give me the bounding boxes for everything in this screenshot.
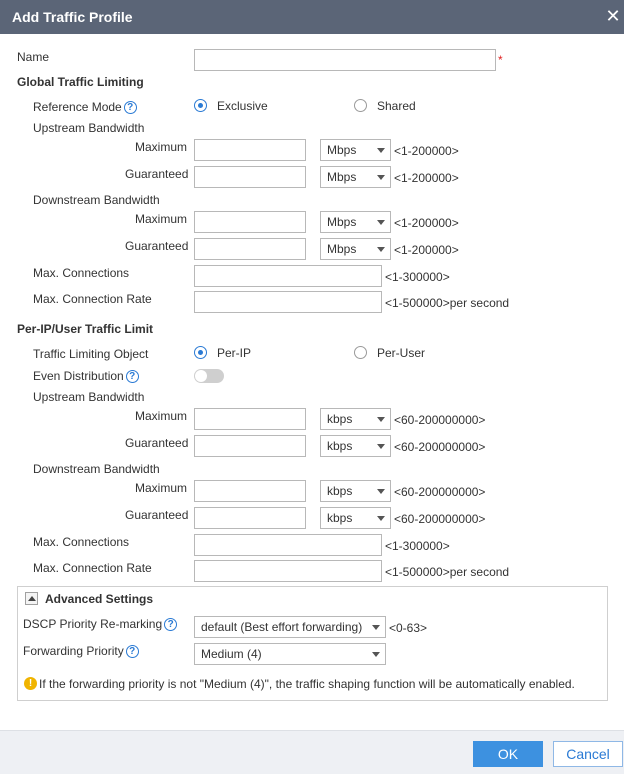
radio-per-user-label[interactable]: Per-User bbox=[377, 346, 426, 360]
global-up-guaranteed-range: <1-200000> bbox=[394, 171, 459, 185]
radio-per-ip-label[interactable]: Per-IP bbox=[217, 346, 252, 360]
chevron-down-icon bbox=[377, 247, 385, 252]
per-ip-up-max-input[interactable] bbox=[194, 408, 306, 430]
name-label: Name bbox=[17, 50, 50, 64]
global-up-guaranteed-unit-select[interactable]: Mbps bbox=[320, 166, 391, 188]
global-up-max-unit-select[interactable]: Mbps bbox=[320, 139, 391, 161]
global-up-max-input[interactable] bbox=[194, 139, 306, 161]
per-ip-down-max-unit-select[interactable]: kbps bbox=[320, 480, 391, 502]
per-ip-up-guaranteed-range: <60-200000000> bbox=[394, 440, 486, 454]
radio-shared-label[interactable]: Shared bbox=[377, 99, 416, 113]
global-max-connection-rate-label: Max. Connection Rate bbox=[33, 292, 152, 306]
help-icon[interactable]: ? bbox=[126, 645, 139, 658]
per-ip-up-guaranteed-input[interactable] bbox=[194, 435, 306, 457]
help-icon[interactable]: ? bbox=[164, 618, 177, 631]
cancel-button[interactable]: Cancel bbox=[553, 741, 623, 767]
per-ip-down-guaranteed-unit-select[interactable]: kbps bbox=[320, 507, 391, 529]
per-ip-downstream-label: Downstream Bandwidth bbox=[33, 462, 160, 476]
forwarding-priority-select[interactable]: Medium (4) bbox=[194, 643, 386, 665]
per-ip-down-max-input[interactable] bbox=[194, 480, 306, 502]
dscp-select[interactable]: default (Best effort forwarding) bbox=[194, 616, 386, 638]
global-down-max-label: Maximum bbox=[135, 212, 188, 226]
global-max-connections-input[interactable] bbox=[194, 265, 382, 287]
global-up-max-label: Maximum bbox=[135, 140, 188, 154]
per-ip-up-guaranteed-label: Guaranteed bbox=[125, 436, 189, 450]
chevron-down-icon bbox=[377, 417, 385, 422]
collapse-icon[interactable] bbox=[25, 592, 38, 605]
global-down-guaranteed-range: <1-200000> bbox=[394, 243, 459, 257]
chevron-down-icon bbox=[377, 148, 385, 153]
per-ip-max-connections-label: Max. Connections bbox=[33, 535, 130, 549]
limiting-object-label: Traffic Limiting Object bbox=[33, 347, 149, 361]
per-ip-up-max-label: Maximum bbox=[135, 409, 188, 423]
global-up-guaranteed-label: Guaranteed bbox=[125, 167, 189, 181]
ok-button[interactable]: OK bbox=[473, 741, 543, 767]
chevron-down-icon bbox=[377, 444, 385, 449]
per-ip-max-connections-input[interactable] bbox=[194, 534, 382, 556]
chevron-down-icon bbox=[377, 220, 385, 225]
chevron-down-icon bbox=[372, 652, 380, 657]
help-icon[interactable]: ? bbox=[126, 370, 139, 383]
global-downstream-label: Downstream Bandwidth bbox=[33, 193, 160, 207]
per-ip-up-max-unit-select[interactable]: kbps bbox=[320, 408, 391, 430]
global-down-max-unit-select[interactable]: Mbps bbox=[320, 211, 391, 233]
per-ip-down-max-label: Maximum bbox=[135, 481, 188, 495]
dscp-range: <0-63> bbox=[389, 621, 428, 635]
global-down-max-range: <1-200000> bbox=[394, 216, 459, 230]
per-ip-section-title: Per-IP/User Traffic Limit bbox=[17, 322, 154, 336]
close-icon[interactable]: ✕ bbox=[605, 6, 621, 26]
global-max-connection-rate-range: <1-500000>per second bbox=[385, 296, 510, 310]
global-down-max-input[interactable] bbox=[194, 211, 306, 233]
per-ip-max-connection-rate-label: Max. Connection Rate bbox=[33, 561, 152, 575]
forwarding-priority-label: Forwarding Priority ? bbox=[23, 644, 139, 658]
warning-text: If the forwarding priority is not "Medium (4)", the traffic shaping function will be automatically enabled. bbox=[39, 677, 575, 691]
per-ip-down-guaranteed-range: <60-200000000> bbox=[394, 512, 486, 526]
radio-per-user[interactable] bbox=[354, 346, 367, 359]
help-icon[interactable]: ? bbox=[124, 101, 137, 114]
per-ip-down-max-range: <60-200000000> bbox=[394, 485, 486, 499]
per-ip-max-connection-rate-input[interactable] bbox=[194, 560, 382, 582]
global-max-connections-range: <1-300000> bbox=[385, 270, 450, 284]
dscp-label: DSCP Priority Re-marking ? bbox=[23, 617, 177, 631]
per-ip-up-guaranteed-unit-select[interactable]: kbps bbox=[320, 435, 391, 457]
global-down-guaranteed-unit-select[interactable]: Mbps bbox=[320, 238, 391, 260]
per-ip-max-connection-rate-range: <1-500000>per second bbox=[385, 565, 510, 579]
chevron-down-icon bbox=[377, 516, 385, 521]
per-ip-up-max-range: <60-200000000> bbox=[394, 413, 486, 427]
global-max-connection-rate-input[interactable] bbox=[194, 291, 382, 313]
reference-mode-label: Reference Mode ? bbox=[33, 100, 137, 114]
required-mark: * bbox=[498, 53, 503, 67]
global-down-guaranteed-input[interactable] bbox=[194, 238, 306, 260]
radio-shared[interactable] bbox=[354, 99, 367, 112]
global-section-title: Global Traffic Limiting bbox=[17, 75, 144, 89]
dialog-footer bbox=[0, 730, 624, 774]
global-up-guaranteed-input[interactable] bbox=[194, 166, 306, 188]
per-ip-max-connections-range: <1-300000> bbox=[385, 539, 450, 553]
advanced-settings-title[interactable]: Advanced Settings bbox=[45, 592, 154, 606]
global-up-max-range: <1-200000> bbox=[394, 144, 459, 158]
even-distribution-label: Even Distribution ? bbox=[33, 369, 139, 383]
global-upstream-label: Upstream Bandwidth bbox=[33, 121, 145, 135]
name-input[interactable] bbox=[194, 49, 496, 71]
global-max-connections-label: Max. Connections bbox=[33, 266, 130, 280]
chevron-down-icon bbox=[377, 489, 385, 494]
dialog-title: Add Traffic Profile bbox=[12, 9, 133, 25]
per-ip-down-guaranteed-input[interactable] bbox=[194, 507, 306, 529]
dialog-titlebar bbox=[0, 0, 624, 34]
even-distribution-toggle[interactable] bbox=[194, 369, 224, 383]
per-ip-down-guaranteed-label: Guaranteed bbox=[125, 508, 189, 522]
chevron-down-icon bbox=[377, 175, 385, 180]
chevron-down-icon bbox=[372, 625, 380, 630]
radio-per-ip[interactable] bbox=[194, 346, 207, 359]
per-ip-upstream-label: Upstream Bandwidth bbox=[33, 390, 145, 404]
global-down-guaranteed-label: Guaranteed bbox=[125, 239, 189, 253]
warning-icon: ! bbox=[24, 677, 37, 690]
radio-exclusive[interactable] bbox=[194, 99, 207, 112]
radio-exclusive-label[interactable]: Exclusive bbox=[217, 99, 268, 113]
